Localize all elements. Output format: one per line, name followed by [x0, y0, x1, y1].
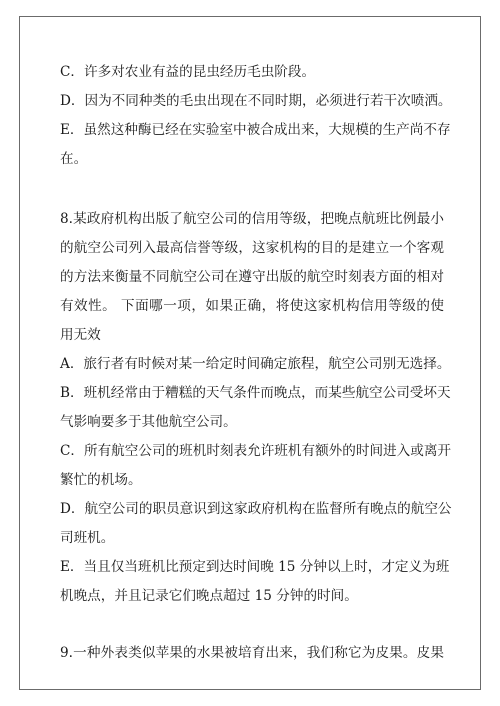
option-e-line-2: 在。 [60, 151, 88, 167]
q9-stem-line-1: 9.一种外表类似苹果的水果被培育出来，我们称它为皮果。皮果 [60, 645, 444, 661]
q8-stem-line-2: 的航空公司列入最高信誉等级，这家机构的目的是建立一个客观 [60, 240, 444, 256]
q8-option-c-line-2: 繁忙的机场。 [60, 472, 142, 488]
option-c: C．许多对农业有益的昆虫经历毛虫阶段。 [60, 64, 316, 80]
q8-option-c-line-1: C．所有航空公司的班机时刻表允许班机有额外的时间进入或离开 [60, 443, 452, 459]
question-9 [60, 639, 444, 668]
section-gap [60, 611, 444, 639]
option-e-line-1: E．虽然这种酶已经在实验室中被合成出来，大规模的生产尚不存 [60, 122, 451, 138]
q8-option-d-line-1: D．航空公司的职员意识到这家政府机构在监督所有晚点的航空公 [60, 501, 452, 517]
q8-option-b-line-2: 气影响要多于其他航空公司。 [60, 414, 237, 430]
q8-stem-line-1: 8.某政府机构出版了航空公司的信用等级，把晚点航班比例最小 [60, 211, 444, 227]
q8-stem-line-3: 的方法来衡量不同航空公司在遵守出版的航空时刻表方面的相对 [60, 269, 444, 285]
section-gap [60, 174, 444, 205]
q8-stem-line-4: 有效性。 下面哪一项，如果正确，将使这家机构信用等级的使 [60, 298, 444, 314]
previous-question-options [60, 58, 452, 174]
q8-option-e-line-1: E．当且仅当班机比预定到达时间晚 15 分钟以上时，才定义为班 [60, 559, 450, 575]
question-8 [60, 205, 452, 611]
q8-option-e-line-2: 机晚点，并且记录它们晚点超过 15 分钟的时间。 [60, 588, 358, 604]
q8-option-b-line-1: B．班机经常由于糟糕的天气条件而晚点，而某些航空公司受坏天 [60, 385, 451, 401]
q8-option-a: A．旅行者有时候对某一给定时间确定旅程，航空公司别无选择。 [60, 356, 451, 372]
document-body [60, 58, 452, 668]
option-d: D．因为不同种类的毛虫出现在不同时期，必须进行若干次喷洒。 [60, 93, 452, 109]
q8-option-d-line-2: 司班机。 [60, 530, 115, 546]
q8-stem-line-5: 用无效 [60, 327, 101, 343]
